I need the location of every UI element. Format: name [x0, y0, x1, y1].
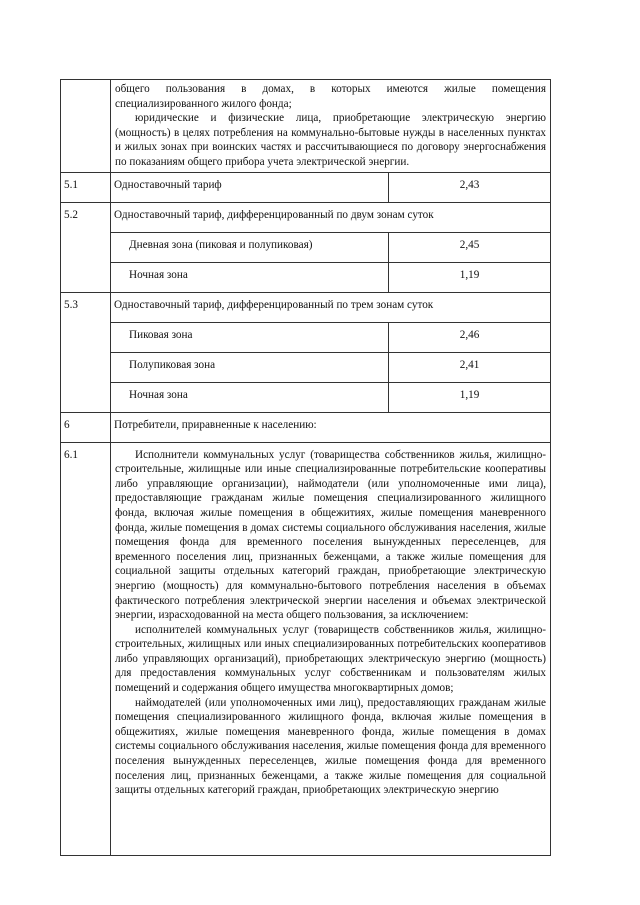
paragraph: юридические и физические лица, приобретающие электрическую энергию (мощность) в целях потребления на коммунально-бытовые нужды в населенных пунктах и жилых зонах при воинских частях и рассчитывающиеся по договору энергоснабжения по показаниям общего прибора учета электрической энергии.	[115, 112, 547, 168]
tariff-value: 2,45	[389, 232, 551, 262]
table-row	[61, 172, 551, 202]
table-row	[61, 322, 551, 352]
table-row	[61, 262, 551, 292]
table-row	[61, 352, 551, 382]
tariff-value: 2,43	[389, 172, 551, 202]
row-label: Одноставочный тариф, дифференцированный по двум зонам суток	[111, 202, 551, 232]
row-number	[61, 80, 111, 173]
table-row	[61, 412, 551, 442]
description-cell	[111, 80, 551, 173]
tariff-value: 1,19	[389, 262, 551, 292]
tariff-value: 2,46	[389, 322, 551, 352]
row-number: 5.1	[61, 172, 111, 202]
paragraph: Исполнители коммунальных услуг (товарищества собственников жилья, жилищно-строительные, жилищные или иные специализированные потребительские кооперативы либо управляющие организации), наймодатели (или уполномоченные ими лица), предоставляющие гражданам жилые помещения специализированного жилищного фонда, включая жилые помещения в общежитиях, жилые помещения маневренного фонда, жилые помещения в домах системы социального обслуживания населения, жилые помещения фонда для временного поселения вынужденных переселенцев, для временного поселения лиц, признанных беженцами, а также жилые помещения для социальной защиты отдельных категорий граждан, приобретающие электрическую энергию (мощность) для коммунально-бытового потребления населения в объемах фактического потребления электрической энергии населения и объемах электрической энергии, израсходованной на места общего пользования, за исключением:	[115, 448, 547, 622]
table-row	[61, 442, 551, 855]
table-row	[61, 202, 551, 232]
row-number: 6	[61, 412, 111, 442]
row-number: 5.2	[61, 202, 111, 292]
tariff-table	[60, 79, 551, 856]
table-row	[61, 232, 551, 262]
paragraph: исполнителей коммунальных услуг (товариществ собственников жилья, жилищно-строительных, жилищных или иных специализированных потребительских кооперативов либо управляющих организаций), приобретающих электрическую энергию (мощность) для предоставления коммунальных услуг собственникам и пользователям жилых помещений и содержания общего имущества многоквартирных домов;	[115, 623, 547, 695]
row-label: Ночная зона	[111, 382, 389, 412]
row-label: Ночная зона	[111, 262, 389, 292]
table-row	[61, 292, 551, 322]
row-label: Одноставочный тариф, дифференцированный по трем зонам суток	[111, 292, 551, 322]
row-label: Одноставочный тариф	[111, 172, 389, 202]
paragraph: общего пользования в домах, в которых имеются жилые помещения специализированного жилого фонда;	[115, 83, 547, 110]
row-label: Полупиковая зона	[111, 352, 389, 382]
row-label: Потребители, приравненные к населению:	[111, 412, 551, 442]
description-cell	[111, 442, 551, 855]
paragraph: наймодателей (или уполномоченных ими лиц), предоставляющих гражданам жилые помещения специализированного жилищного фонда, включая жилые помещения в общежитиях, жилые помещения маневренного фонда, жилые помещения в домах системы социального обслуживания населения, жилые помещения фонда для временного поселения вынужденных переселенцев, жилые помещения фонда для временного поселения лиц, признанных беженцами, а также жилые помещения для социальной защиты отдельных категорий граждан, приобретающих электрическую энергию	[115, 696, 547, 797]
row-label: Дневная зона (пиковая и полупиковая)	[111, 232, 389, 262]
row-number: 5.3	[61, 292, 111, 412]
table-row	[61, 80, 551, 173]
table-row	[61, 382, 551, 412]
row-number: 6.1	[61, 442, 111, 855]
tariff-value: 1,19	[389, 382, 551, 412]
tariff-value: 2,41	[389, 352, 551, 382]
row-label: Пиковая зона	[111, 322, 389, 352]
